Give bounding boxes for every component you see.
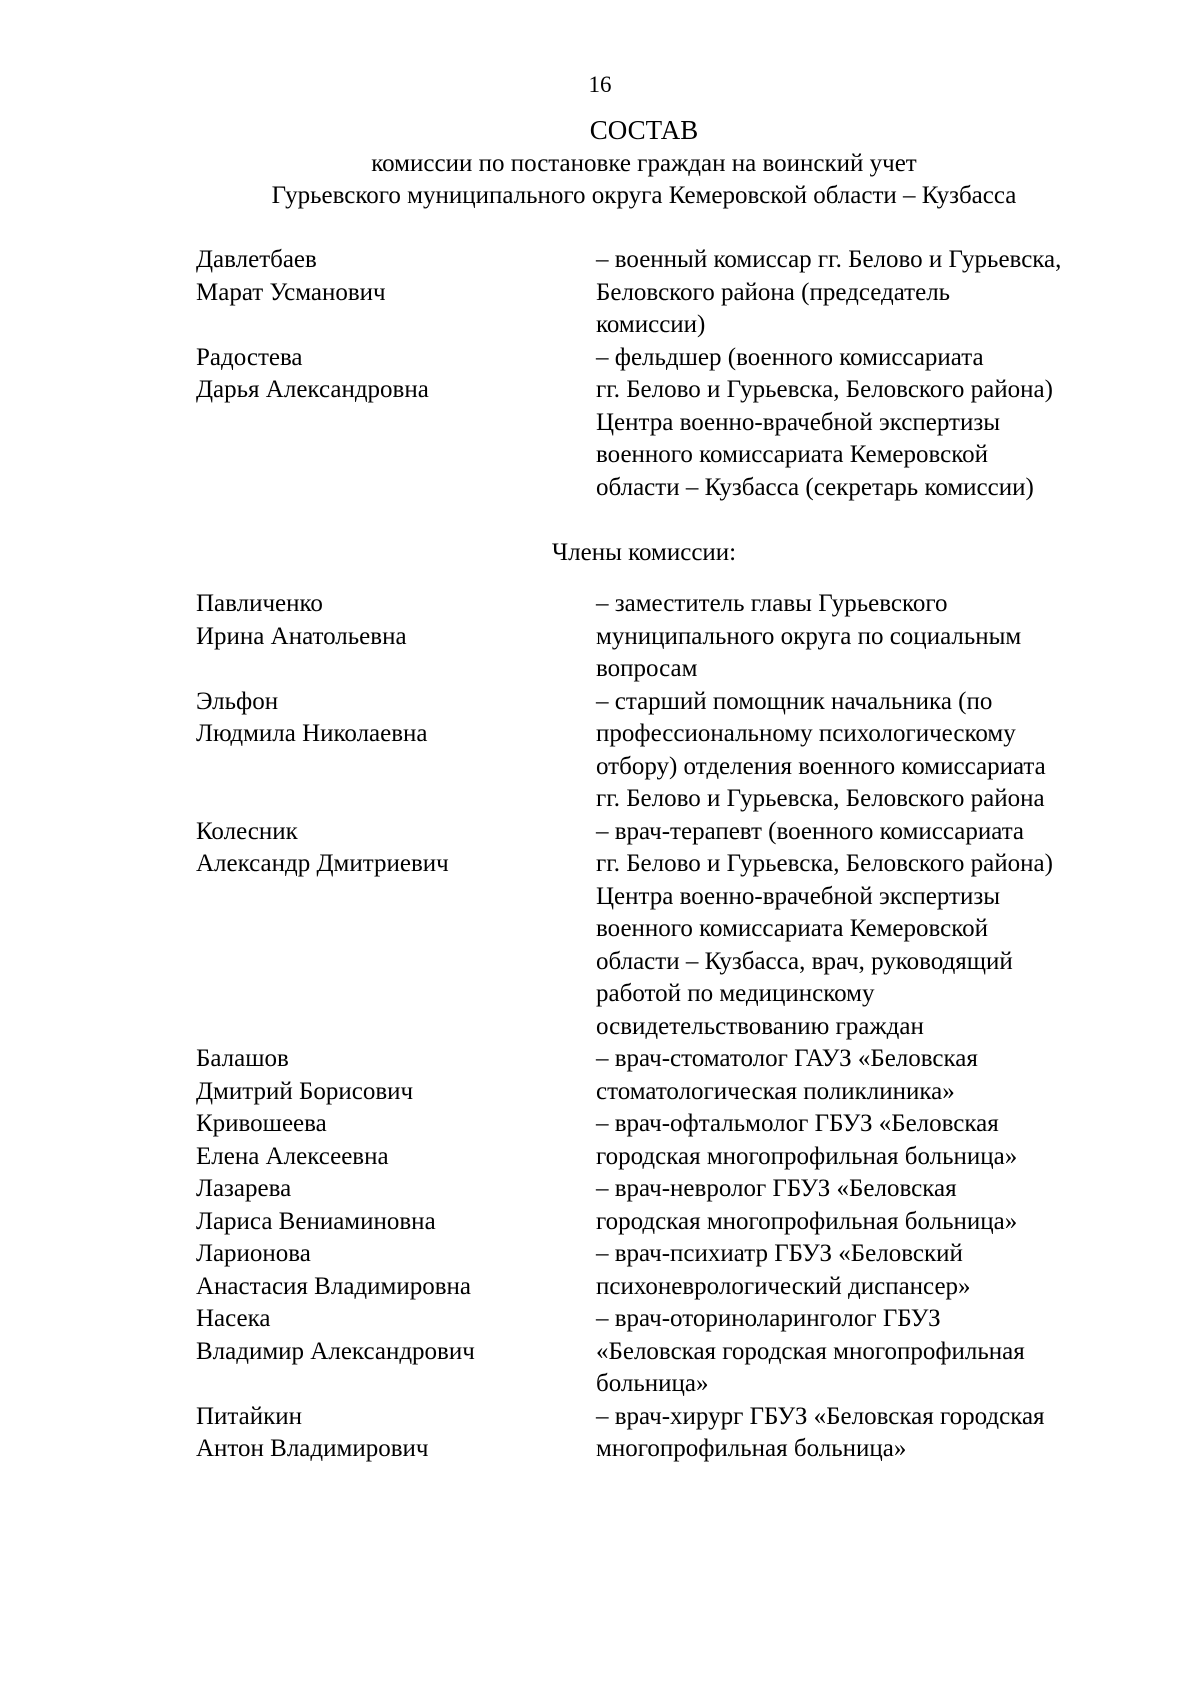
member-position-line: – врач-хирург ГБУЗ «Беловская городская xyxy=(596,1402,1045,1430)
member-name-line: Колесник xyxy=(196,817,298,845)
document-title: СОСТАВ xyxy=(589,115,699,145)
member-name xyxy=(196,816,596,1044)
member-position xyxy=(596,816,1146,1044)
member-position xyxy=(596,244,1146,342)
member-position xyxy=(596,342,1146,505)
commission-entry xyxy=(196,342,1146,505)
commission-entry xyxy=(196,1401,1146,1466)
commission-entry xyxy=(196,1173,1146,1238)
member-name-line: Ларионова xyxy=(196,1240,311,1267)
member-name xyxy=(196,588,596,686)
member-position xyxy=(596,588,1146,686)
member-name-line: Ирина Анатольевна xyxy=(196,622,407,650)
member-position xyxy=(596,1043,1146,1108)
member-name-line: Кривошеева xyxy=(196,1110,327,1137)
member-position-line: – врач-офтальмолог ГБУЗ «Беловская xyxy=(596,1110,999,1137)
members-heading: Члены комиссии: xyxy=(551,539,737,566)
member-position-line: области – Кузбасса, врач, руководящий xyxy=(596,947,1013,975)
commission-entry xyxy=(196,1238,1146,1303)
member-name-line: Марат Усманович xyxy=(196,278,386,306)
member-position-line: военного комиссариата Кемеровской xyxy=(596,441,989,468)
member-position-line: гг. Белово и Гурьевска, Беловского района) xyxy=(596,376,1053,403)
member-name-line: Дарья Александровна xyxy=(196,376,429,403)
member-name-line: Владимир Александрович xyxy=(196,1337,475,1365)
member-position-line: – врач-психиатр ГБУЗ «Беловский xyxy=(596,1240,963,1267)
commission-entry xyxy=(196,1043,1146,1108)
member-name xyxy=(196,342,596,505)
member-name-line: Лазарева xyxy=(196,1175,292,1202)
member-position xyxy=(596,1173,1146,1238)
member-position-line: освидетельствованию граждан xyxy=(596,1012,924,1040)
member-name-line: Павличенко xyxy=(196,590,323,617)
member-position-line: гг. Белово и Гурьевска, Беловского района) xyxy=(596,850,1053,877)
member-position-line: области – Кузбасса (секретарь комиссии) xyxy=(596,473,1034,501)
member-position-line: – заместитель главы Гурьевского xyxy=(596,590,948,617)
member-name xyxy=(196,1108,596,1173)
member-position-line: «Беловская городская многопрофильная xyxy=(596,1337,1025,1365)
member-position xyxy=(596,1238,1146,1303)
member-position-line: стоматологическая поликлиника» xyxy=(596,1077,955,1105)
commission-entry xyxy=(196,816,1146,1044)
member-name xyxy=(196,686,596,816)
member-position-line: Беловского района (председатель xyxy=(596,278,951,306)
member-name-line: Людмила Николаевна xyxy=(196,720,428,747)
document-subtitle-line-2: Гурьевского муниципального округа Кемеровской области – Кузбасса xyxy=(271,182,1017,209)
page-number: 16 xyxy=(588,72,612,97)
member-position-line: вопросам xyxy=(596,655,698,682)
member-name-line: Дмитрий Борисович xyxy=(196,1077,414,1105)
member-name-line: Александр Дмитриевич xyxy=(196,850,449,877)
member-name-line: Питайкин xyxy=(196,1402,303,1430)
member-position-line: работой по медицинскому xyxy=(596,980,875,1007)
member-name-line: Лариса Вениаминовна xyxy=(196,1207,436,1235)
commission-entry xyxy=(196,686,1146,816)
member-position-line: военного комиссариата Кемеровской xyxy=(596,915,989,942)
member-position-line: гг. Белово и Гурьевска, Беловского района xyxy=(596,785,1045,812)
member-position-line: – старший помощник начальника (по xyxy=(596,687,993,715)
member-name-line: Насека xyxy=(196,1305,271,1332)
member-position-line: – врач-невролог ГБУЗ «Беловская xyxy=(596,1175,957,1202)
member-position-line: – врач-терапевт (военного комиссариата xyxy=(596,817,1025,845)
member-position-line: – военный комиссар гг. Белово и Гурьевска, xyxy=(596,246,1062,273)
commission-entry xyxy=(196,1108,1146,1173)
member-name xyxy=(196,1173,596,1238)
member-name xyxy=(196,1043,596,1108)
member-name-line: Елена Алексеевна xyxy=(196,1142,389,1170)
member-position-line: – врач-оториноларинголог ГБУЗ xyxy=(596,1305,941,1332)
member-name-line: Давлетбаев xyxy=(196,246,317,273)
member-name xyxy=(196,1401,596,1466)
member-position-line: муниципального округа по социальным xyxy=(596,622,1022,650)
leadership-list xyxy=(196,244,1146,504)
member-name-line: Балашов xyxy=(196,1045,289,1072)
member-position-line: городская многопрофильная больница» xyxy=(596,1142,1018,1170)
member-position-line: больница» xyxy=(596,1370,709,1397)
member-name-line: Антон Владимирович xyxy=(196,1435,429,1462)
member-name xyxy=(196,1238,596,1303)
member-position-line: психоневрологический диспансер» xyxy=(596,1272,971,1300)
member-position-line: отбору) отделения военного комиссариата xyxy=(596,752,1046,780)
document-subtitle-line-1: комиссии по постановке граждан на воинский учет xyxy=(371,150,917,177)
member-position xyxy=(596,1401,1146,1466)
member-name-line: Радостева xyxy=(196,343,303,371)
member-position-line: городская многопрофильная больница» xyxy=(596,1207,1018,1235)
member-position xyxy=(596,1108,1146,1173)
member-position xyxy=(596,686,1146,816)
commission-entry xyxy=(196,588,1146,686)
member-position-line: – врач-стоматолог ГАУЗ «Беловская xyxy=(596,1045,978,1072)
member-position-line: Центра военно-врачебной экспертизы xyxy=(596,882,1000,910)
member-position-line: комиссии) xyxy=(596,311,706,338)
member-position-line: многопрофильная больница» xyxy=(596,1435,907,1462)
member-position-line: – фельдшер (военного комиссариата xyxy=(596,343,984,371)
member-name xyxy=(196,1303,596,1401)
member-name-line: Эльфон xyxy=(196,687,279,715)
commission-entry xyxy=(196,244,1146,342)
member-position xyxy=(596,1303,1146,1401)
member-position-line: профессиональному психологическому xyxy=(596,720,1016,747)
member-name xyxy=(196,244,596,342)
commission-entry xyxy=(196,1303,1146,1401)
member-position-line: Центра военно-врачебной экспертизы xyxy=(596,408,1000,436)
title-block xyxy=(0,112,1200,212)
members-list xyxy=(196,588,1146,1466)
member-name-line: Анастасия Владимировна xyxy=(196,1272,471,1300)
